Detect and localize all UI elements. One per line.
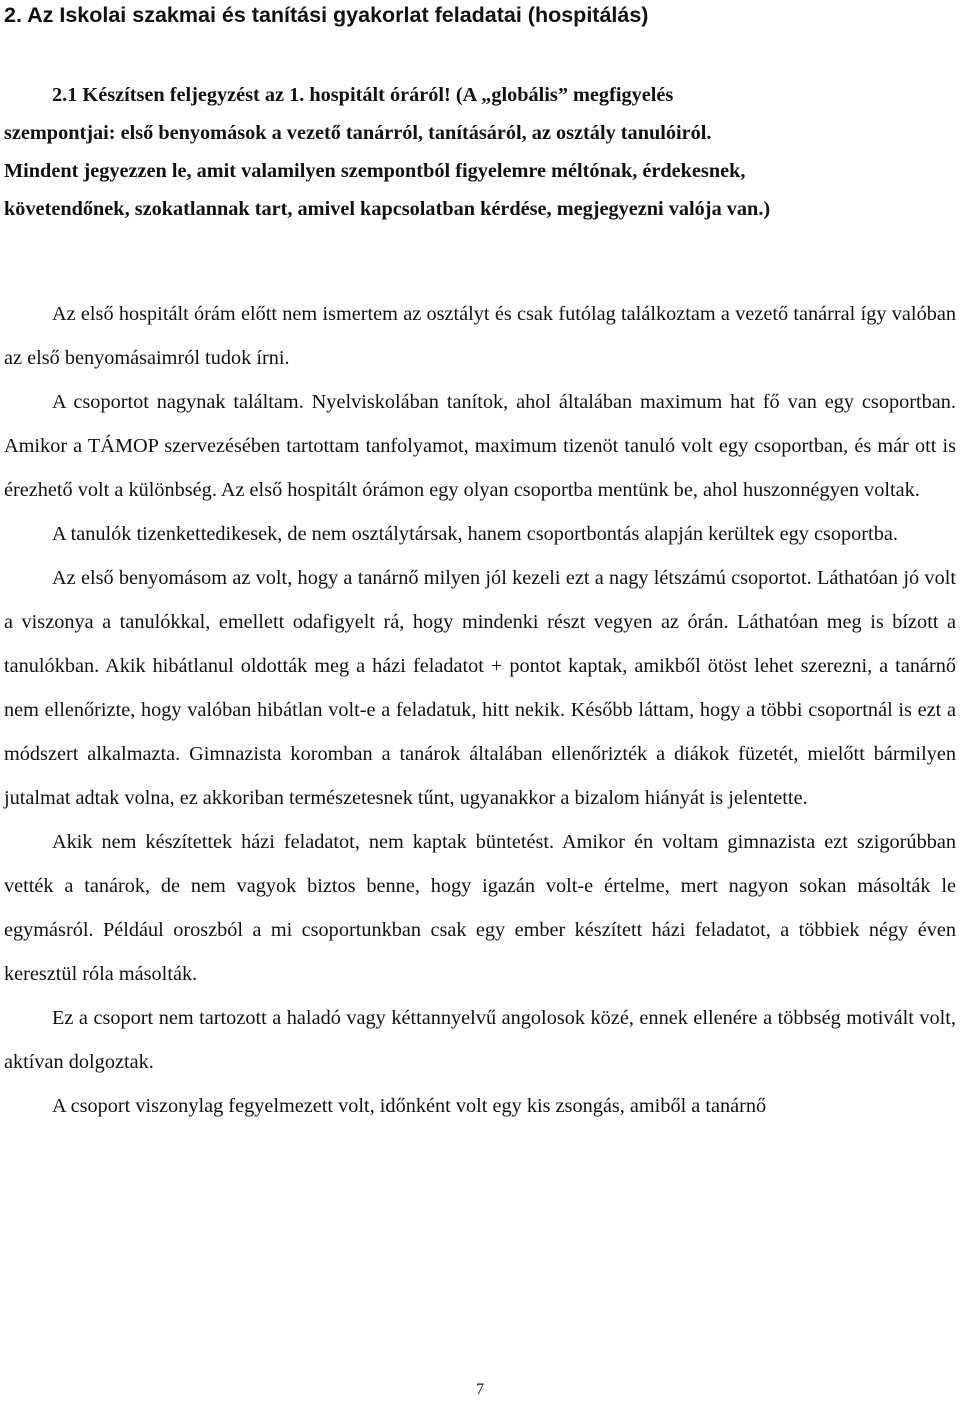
paragraph: A tanulók tizenkettedikesek, de nem osztálytársak, hanem csoportbontás alapján kerültek egy csoportba.: [52, 523, 898, 545]
section-heading: 2. Az Iskolai szakmai és tanítási gyakorlat feladatai (hospitálás): [4, 3, 649, 27]
paragraph: Ez a csoport nem tartozott a haladó vagy kéttannyelvű angolosok közé, ennek ellenére a többség motivált volt, aktívan dolgoztak.: [4, 1007, 956, 1073]
paragraph: Akik nem készítettek házi feladatot, nem kaptak büntetést. Amikor én voltam gimnazista ezt szigorúbban vették a tanárok, de nem vagyok biztos benne, hogy igazán volt-e értelme, mert nagyon sokan másolták le egymásról. Például oroszból a mi csoportunkban csak egy ember készített házi feladatot, a többiek négy éven keresztül róla másolták.: [4, 831, 956, 985]
task-instructions: [4, 76, 956, 228]
task-line: szempontjai: első benyomások a vezető tanárról, tanításáról, az osztály tanulóiról.: [4, 122, 712, 144]
paragraph: Az első benyomásom az volt, hogy a tanárnő milyen jól kezeli ezt a nagy létszámú csoportot. Láthatóan jó volt a viszonya a tanulókkal, emellett odafigyelt rá, hogy mindenki részt vegyen az órán. Láthatóan meg is bízott a tanulókban. Akik hibátlanul oldották meg a házi feladatot + pontot kaptak, amikből ötöst lehet szerezni, a tanárnő nem ellenőrizte, hogy valóban hibátlan volt-e a feladatuk, hitt nekik. Később láttam, hogy a többi csoportnál is ezt a módszert alkalmazta. Gimnazista koromban a tanárok általában ellenőrizték a diákok füzetét, mielőtt bármilyen jutalmat adtak volna, ez akkoriban természetesnek tűnt, ugyanakkor a bizalom hiányát is jelentette.: [4, 567, 956, 809]
observation-notes: [4, 292, 956, 1128]
page-number: 7: [476, 1381, 484, 1398]
paragraph: A csoportot nagynak találtam. Nyelviskolában tanítok, ahol általában maximum hat fő van egy csoportban. Amikor a TÁMOP szervezésében tartottam tanfolyamot, maximum tizenöt tanuló volt egy csoportban, és már ott is érezhető volt a különbség. Az első hospitált órámon egy olyan csoportba mentünk be, ahol huszonnégyen voltak.: [4, 391, 956, 501]
paragraph: Az első hospitált órám előtt nem ismertem az osztályt és csak futólag találkoztam a vezető tanárral így valóban az első benyomásaimról tudok írni.: [4, 303, 956, 369]
task-line: Mindent jegyezzen le, amit valamilyen szempontból figyelemre méltónak, érdekesnek,: [4, 160, 746, 182]
paragraph: A csoport viszonylag fegyelmezett volt, időnként volt egy kis zsongás, amiből a tanárnő: [52, 1095, 767, 1117]
task-line: 2.1 Készítsen feljegyzést az 1. hospitált óráról! (A „globális” megfigyelés: [52, 84, 674, 106]
task-line: követendőnek, szokatlannak tart, amivel kapcsolatban kérdése, megjegyezni valója van.): [4, 198, 771, 220]
